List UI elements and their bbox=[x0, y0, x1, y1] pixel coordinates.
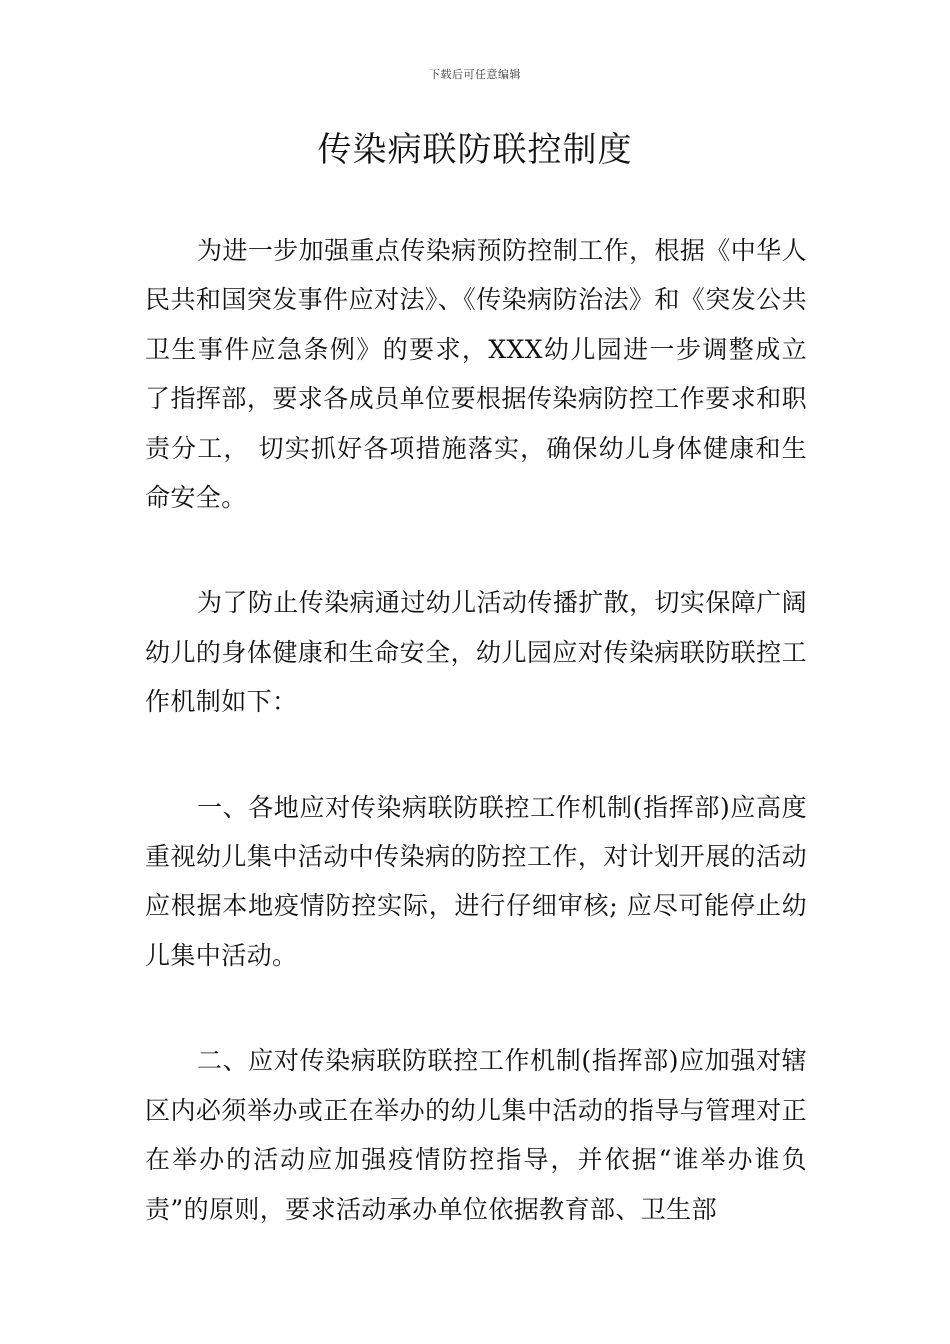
document-body bbox=[145, 226, 807, 1290]
document-title: 传染病联防联控制度 bbox=[317, 130, 633, 170]
paragraph-purpose: 为了防止传染病通过幼儿活动传播扩散，切实保障广阔幼儿的身体健康和生命安全，幼儿园应对传染病联防联控工作机制如下： bbox=[145, 588, 807, 717]
paragraph-intro: 为进一步加强重点传染病预防控制工作，根据《中华人民共和国突发事件应对法》、《传染病防治法》和《突发公共卫生事件应急条例》的要求，XXX幼儿园进一步调整成立了指挥部，要求各成员单位要根据传染病防控工作要求和职责分工， 切实抓好各项措施落实，确保幼儿身体健康和生命安全。 bbox=[145, 236, 807, 513]
paragraph-item-2: 二、应对传染病联防联控工作机制(指挥部)应加强对辖区内必须举办或正在举办的幼儿集中活动的指导与管理对正在举办的活动应加强疫情防控指导，并依据“谁举办谁负责”的原则，要求活动承办单位依据教育部、卫生部 bbox=[145, 1046, 807, 1224]
header-note: 下载后可任意编辑 bbox=[429, 68, 521, 81]
paragraph-item-1: 一、各地应对传染病联防联控工作机制(指挥部)应高度重视幼儿集中活动中传染病的防控工作，对计划开展的活动应根据本地疫情防控实际，进行仔细审核; 应尽可能停止幼儿集中活动。 bbox=[145, 792, 807, 970]
